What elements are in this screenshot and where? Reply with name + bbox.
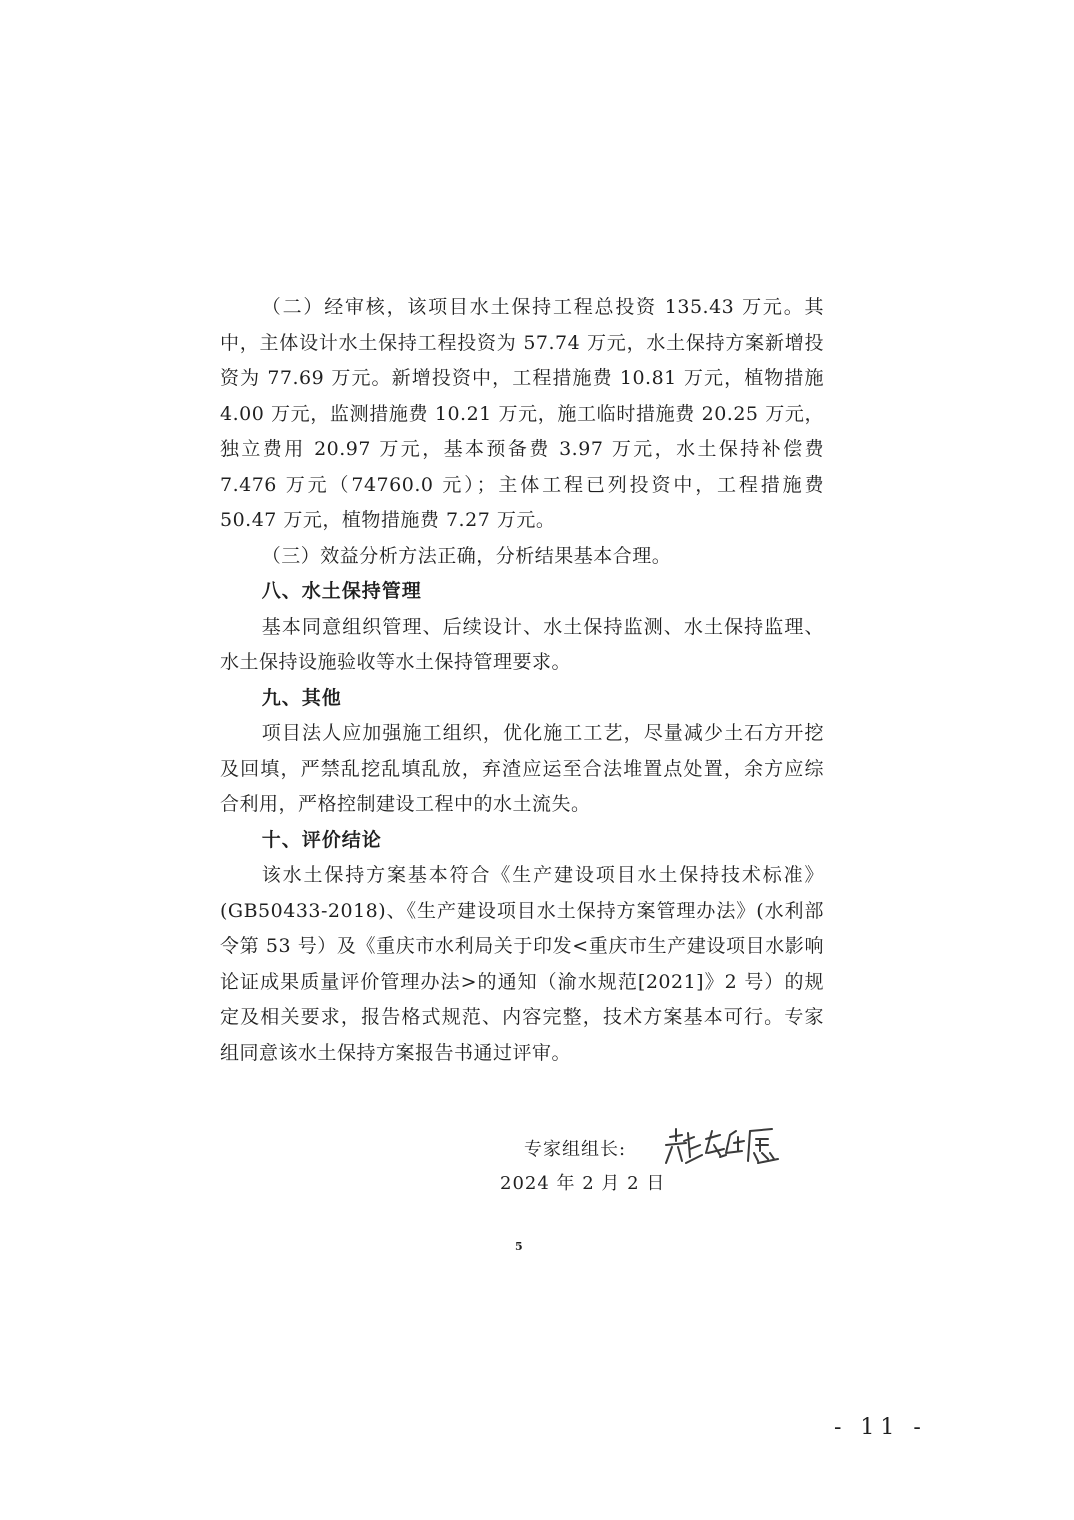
investment-paragraph: （二）经审核，该项目水土保持工程总投资 135.43 万元。其中，主体设计水土保持工程投资为 57.74 万元，水土保持方案新增投资为 77.69 万元。新增投资中，工程措施费 10.81 万元，植物措施 4.00 万元，监测措施费 10.21 万元，施工临时措施费 20.25 万元，独立费用 20.97 万元，基本预备费 3.97 万元，水土保持补偿费 7.476 万元（74760.0 元）；主体工程已列投资中，工程措施费 50.47 万元，植物措施费 7.27 万元。 <box>220 296 824 531</box>
management-paragraph: 基本同意组织管理、后续设计、水土保持监测、水土保持监理、水土保持设施验收等水土保持管理要求。 <box>220 615 824 673</box>
other-paragraph: 项目法人应加强施工组织，优化施工工艺，尽量减少土石方开挖及回填，严禁乱挖乱填乱放，弃渣应运至合法堆置点处置，余方应综合利用，严格控制建设工程中的水土流失。 <box>220 722 824 815</box>
other-heading: 九、其他 <box>261 686 342 709</box>
benefit-paragraph: （三）效益分析方法正确，分析结果基本合理。 <box>261 544 672 567</box>
handwritten-signature <box>660 1123 790 1173</box>
signature-label: 专家组组长: <box>524 1139 627 1160</box>
page-number: - 11 - <box>834 1415 927 1440</box>
signature-date: 2024 年 2 月 2 日 <box>500 1173 666 1194</box>
inner-page-number: 5 <box>515 1240 523 1253</box>
management-heading: 八、水土保持管理 <box>261 580 422 602</box>
conclusion-paragraph: 该水土保持方案基本符合《生产建设项目水土保持技术标准》(GB50433-2018)、《生产建设项目水土保持方案管理办法》(水利部令第 53 号）及《重庆市水利局关于印发<重庆市生产建设项目水影响论证成果质量评价管理办法>的通知（渝水规范[2021]》2 号）的规定及相关要求，报告格式规范、内容完整，技术方案基本可行。专家组同意该水土保持方案报告书通过评审。 <box>220 864 824 1064</box>
conclusion-heading: 十、评价结论 <box>261 828 382 851</box>
signature-block <box>500 1125 820 1215</box>
document-body <box>220 290 824 1071</box>
